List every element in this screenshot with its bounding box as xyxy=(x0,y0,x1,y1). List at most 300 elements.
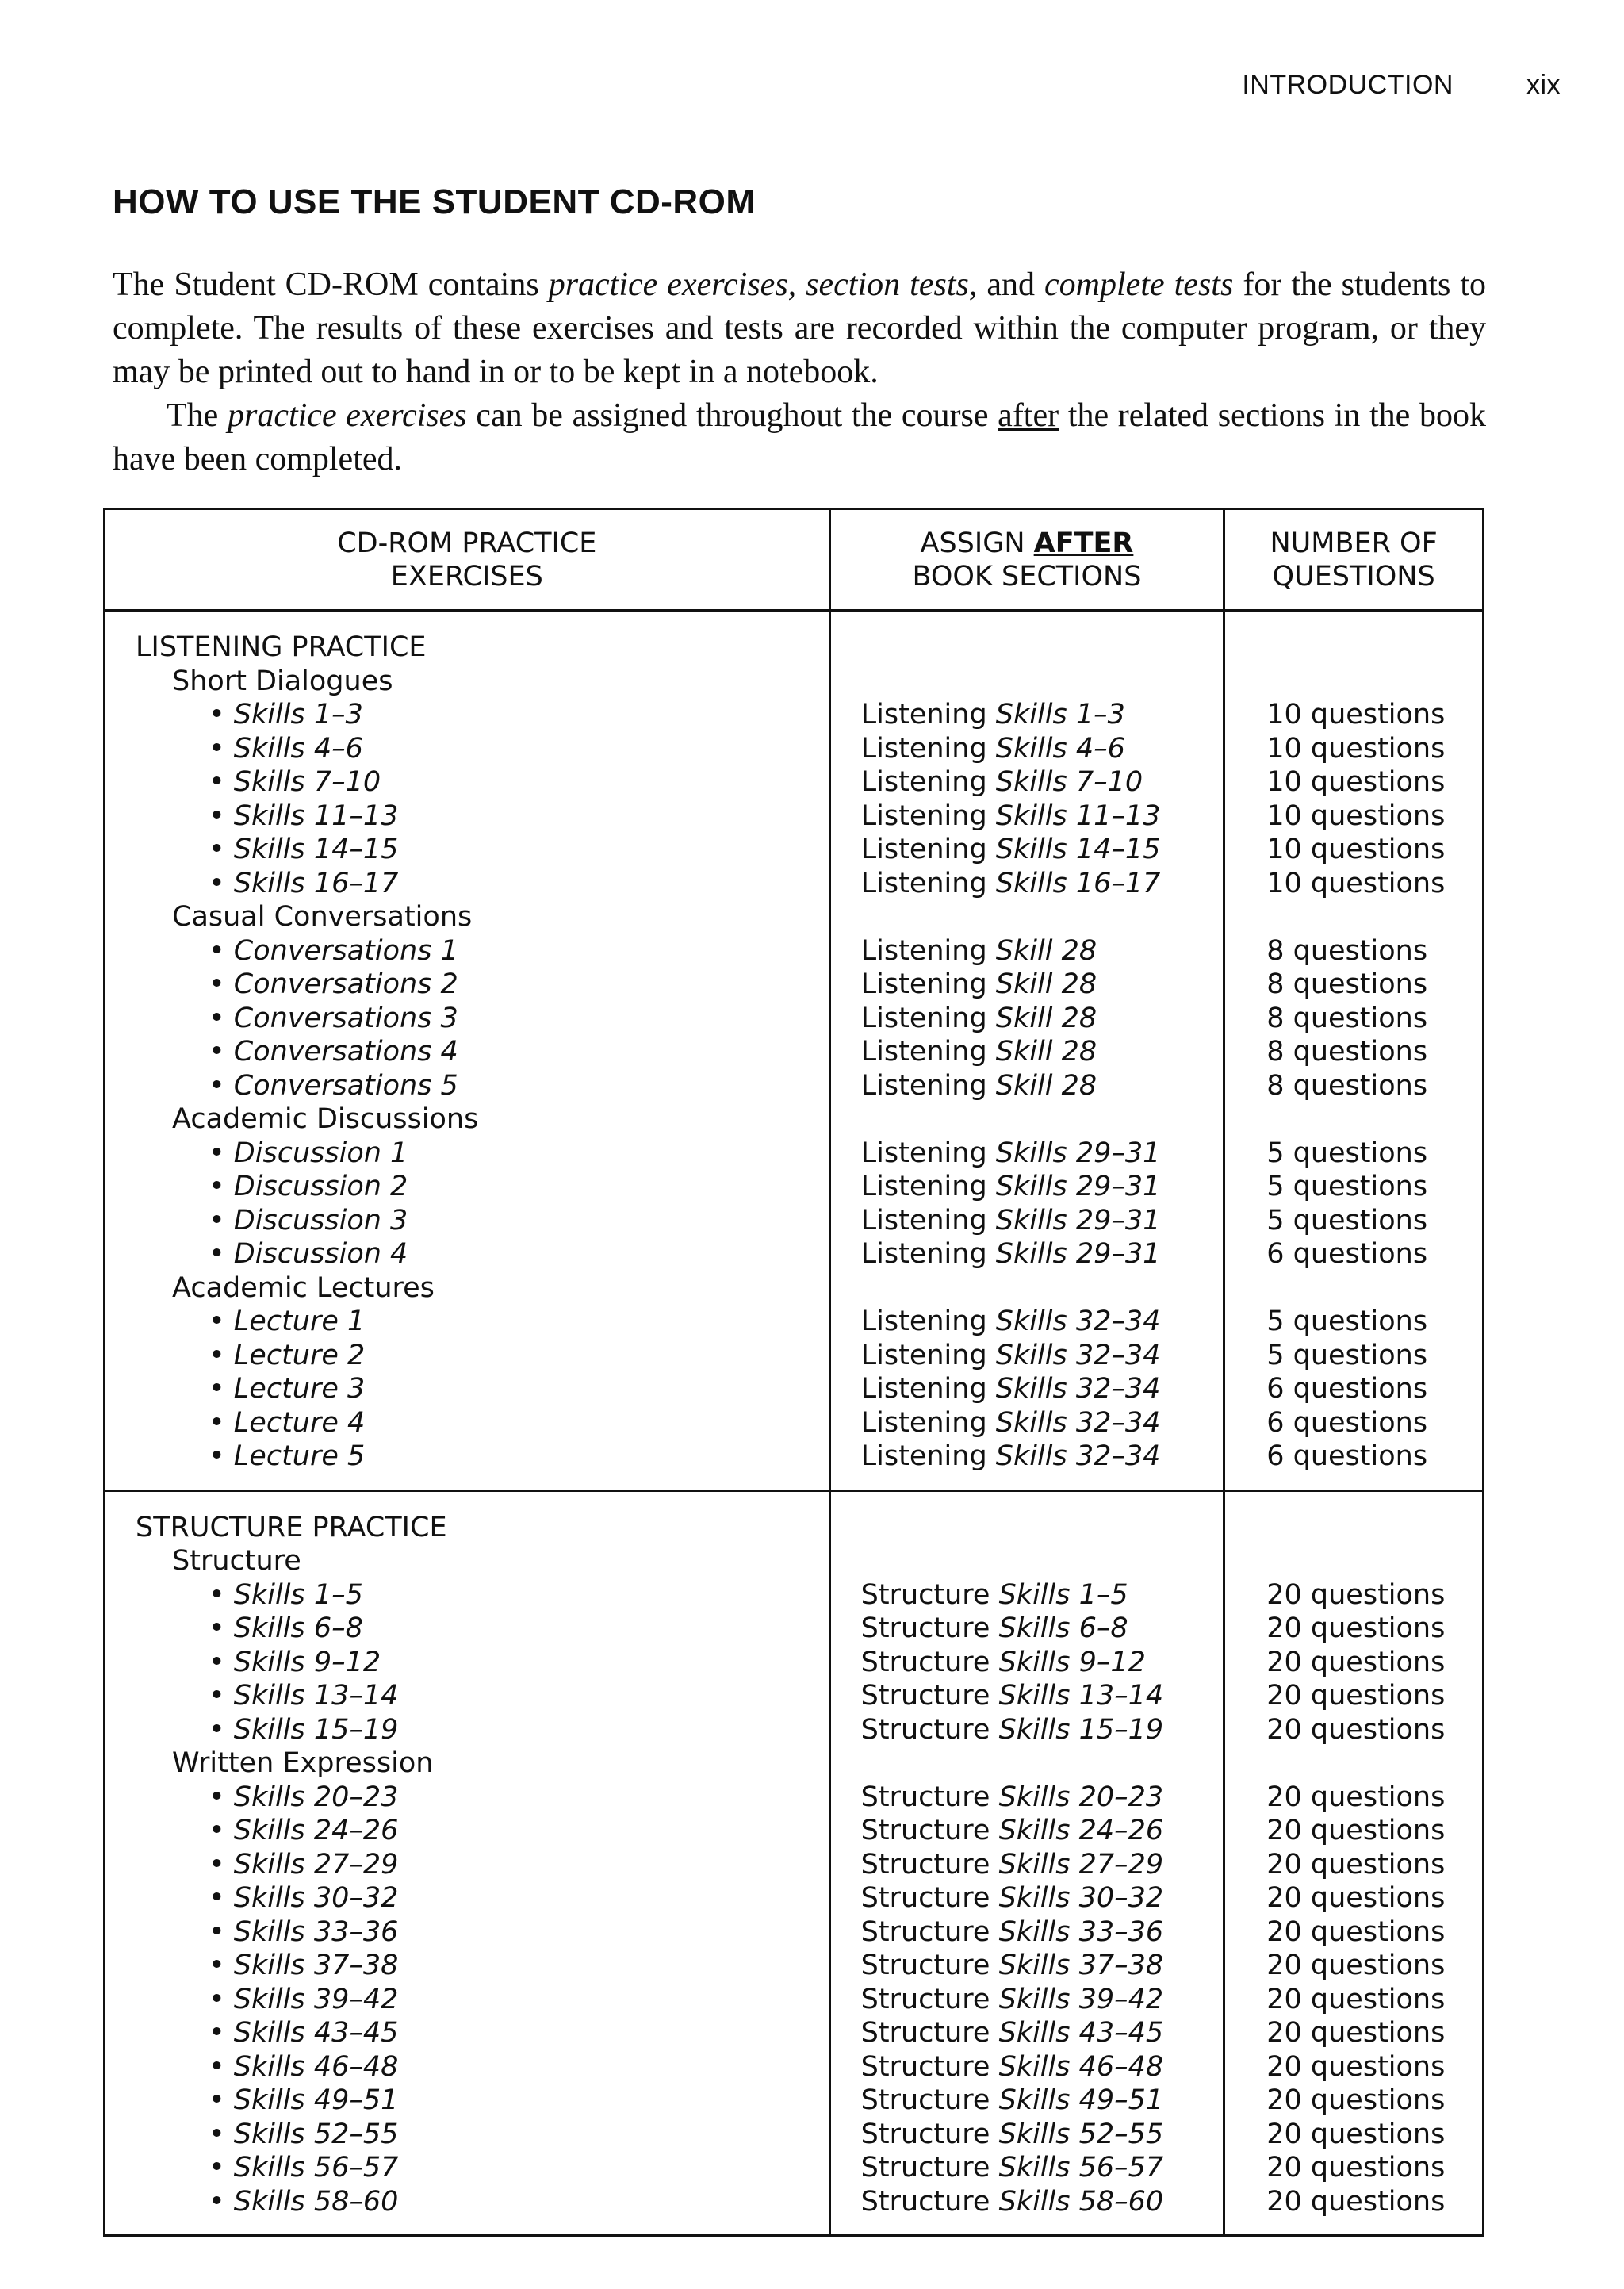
book-section-prefix: Listening xyxy=(860,1204,996,1237)
exercise-item-label: Lecture 1 xyxy=(233,1306,366,1337)
bullet-icon: • xyxy=(209,1578,225,1611)
book-section-skills: Skills 9–12 xyxy=(998,1646,1146,1678)
exercise-item xyxy=(105,1679,829,1713)
question-count: 20 questions xyxy=(1266,2118,1446,2150)
book-section xyxy=(831,1204,1224,1238)
exercise-item xyxy=(105,1069,829,1103)
question-count: 10 questions xyxy=(1266,799,1446,832)
book-section-prefix: Listening xyxy=(860,1171,996,1202)
practice-exercises-table xyxy=(103,508,1484,2237)
book-section xyxy=(831,1170,1224,1204)
exercise-item xyxy=(105,765,829,799)
bullet-icon: • xyxy=(209,1137,225,1169)
bullet-icon: • xyxy=(209,1815,225,1846)
question-count: 5 questions xyxy=(1266,1171,1428,1202)
book-section-prefix: Structure xyxy=(860,1815,999,1846)
book-section-skills: Skills 29–31 xyxy=(995,1137,1161,1169)
exercise-item-label: Skills 24–26 xyxy=(233,1815,399,1846)
exercise-item xyxy=(105,1002,829,1036)
exercise-item-label: Conversations 3 xyxy=(233,1002,458,1034)
bullet-icon: • xyxy=(209,1848,225,1881)
book-section xyxy=(831,2016,1224,2050)
book-section-prefix: Listening xyxy=(860,1036,996,1068)
question-count: 20 questions xyxy=(1266,1680,1446,1712)
book-section xyxy=(831,799,1224,834)
exercise-item-label: Discussion 3 xyxy=(233,1204,408,1237)
exercise-item-label: Conversations 5 xyxy=(233,1069,458,1102)
bullet-icon: • xyxy=(209,1406,225,1439)
subsection-title: Written Expression xyxy=(172,1747,434,1779)
bullet-icon: • xyxy=(209,1306,225,1337)
bullet-icon: • xyxy=(209,1983,225,2015)
book-section-prefix: Listening xyxy=(860,1137,996,1169)
book-section xyxy=(831,1237,1224,1271)
book-section-skills: Skills 29–31 xyxy=(995,1171,1161,1202)
question-count: 10 questions xyxy=(1266,867,1446,899)
bullet-icon: • xyxy=(209,1713,225,1746)
header-questions-line-1: NUMBER OF xyxy=(1270,527,1438,559)
question-count: 20 questions xyxy=(1266,2185,1446,2218)
exercise-item-label: Discussion 4 xyxy=(233,1238,408,1270)
exercise-item-label: Skills 30–32 xyxy=(233,1882,399,1914)
book-section-prefix: Structure xyxy=(860,2017,999,2049)
question-count: 8 questions xyxy=(1266,1002,1428,1034)
header-exercises xyxy=(105,509,830,611)
exercise-item xyxy=(105,1406,829,1440)
book-section xyxy=(831,1646,1224,1680)
exercise-item-label: Skills 56–57 xyxy=(233,2152,399,2184)
book-section-skills: Skill 28 xyxy=(995,1036,1097,1068)
question-count: 8 questions xyxy=(1266,934,1428,967)
question-count: 10 questions xyxy=(1266,732,1446,765)
question-count: 6 questions xyxy=(1266,1440,1428,1472)
intro-p1-emphasis-2: complete tests xyxy=(1044,266,1234,303)
book-section xyxy=(831,1137,1224,1171)
question-count: 10 questions xyxy=(1266,699,1446,730)
question-count: 20 questions xyxy=(1266,1950,1446,1981)
blank-line xyxy=(831,1746,1224,1781)
bullet-icon: • xyxy=(209,732,225,765)
blank-line xyxy=(1225,900,1482,934)
question-count: 20 questions xyxy=(1266,1848,1446,1881)
bullet-icon: • xyxy=(209,1915,225,1948)
bullet-icon: • xyxy=(209,1646,225,1678)
question-count: 20 questions xyxy=(1266,1646,1446,1678)
bullet-icon: • xyxy=(209,968,225,1000)
book-section-prefix: Structure xyxy=(860,1950,999,1981)
book-section-prefix: Listening xyxy=(860,699,996,730)
book-section xyxy=(831,1949,1224,1983)
structure-exercises-column xyxy=(105,1490,830,2236)
exercise-item xyxy=(105,1305,829,1339)
listening-group xyxy=(105,611,1484,1491)
bullet-icon: • xyxy=(209,1440,225,1472)
exercise-item-label: Skills 16–17 xyxy=(233,867,399,899)
question-count: 20 questions xyxy=(1266,2017,1446,2049)
question-count: 10 questions xyxy=(1266,834,1446,865)
exercise-item xyxy=(105,2016,829,2050)
book-section xyxy=(831,698,1224,732)
book-section-prefix: Structure xyxy=(860,2118,999,2150)
book-section xyxy=(831,867,1224,901)
exercise-item xyxy=(105,1781,829,1815)
bullet-icon: • xyxy=(209,699,225,730)
blank-line xyxy=(831,1511,1224,1545)
book-section-prefix: Structure xyxy=(860,1983,999,2015)
bullet-icon: • xyxy=(209,1882,225,1914)
question-count: 6 questions xyxy=(1266,1406,1428,1439)
book-section-prefix: Listening xyxy=(860,1373,996,1405)
bullet-icon: • xyxy=(209,2050,225,2083)
intro-p1-text-2: and xyxy=(977,266,1045,303)
exercise-item xyxy=(105,698,829,732)
book-section-skills: Skills 27–29 xyxy=(998,1848,1164,1881)
blank-line xyxy=(831,1102,1224,1137)
blank-line xyxy=(1225,665,1482,699)
exercise-item xyxy=(105,1578,829,1612)
structure-group xyxy=(105,1490,1484,2236)
exercise-item xyxy=(105,732,829,766)
book-section-prefix: Structure xyxy=(860,2050,999,2083)
subsection-title: Academic Discussions xyxy=(172,1103,479,1135)
exercise-item xyxy=(105,2151,829,2185)
bullet-icon: • xyxy=(209,1612,225,1644)
book-section-prefix: Listening xyxy=(860,1069,996,1102)
book-section-prefix: Structure xyxy=(860,2185,999,2218)
question-count: 20 questions xyxy=(1266,1713,1446,1746)
book-section-prefix: Structure xyxy=(860,1646,999,1678)
book-section xyxy=(831,1781,1224,1815)
book-section-prefix: Structure xyxy=(860,1882,999,1914)
book-section xyxy=(831,2185,1224,2219)
book-section-prefix: Listening xyxy=(860,867,996,899)
intro-p1-text-1: The Student CD-ROM contains xyxy=(113,266,549,303)
listening-exercises-column xyxy=(105,611,830,1491)
book-section-skills: Skills 32–34 xyxy=(995,1306,1161,1337)
exercise-item xyxy=(105,1137,829,1171)
bullet-icon: • xyxy=(209,1069,225,1102)
book-section xyxy=(831,1679,1224,1713)
bullet-icon: • xyxy=(209,867,225,899)
book-section-prefix: Structure xyxy=(860,2084,999,2116)
structure-practice-title: STRUCTURE PRACTICE xyxy=(136,1511,447,1543)
book-section-skills: Skills 14–15 xyxy=(995,834,1161,865)
exercise-item xyxy=(105,934,829,968)
book-section xyxy=(831,968,1224,1002)
bullet-icon: • xyxy=(209,799,225,832)
blank-line xyxy=(831,631,1224,665)
table-header-row xyxy=(105,509,1484,611)
intro-paragraph-1 xyxy=(113,263,1486,394)
exercise-item-label: Skills 58–60 xyxy=(233,2185,399,2218)
book-section-skills: Skills 37–38 xyxy=(998,1950,1164,1981)
bullet-icon: • xyxy=(209,2185,225,2218)
bullet-icon: • xyxy=(209,1339,225,1371)
book-section-skills: Skills 52–55 xyxy=(998,2118,1164,2150)
exercise-item xyxy=(105,799,829,834)
question-count: 20 questions xyxy=(1266,1882,1446,1914)
question-count: 5 questions xyxy=(1266,1137,1428,1169)
book-section xyxy=(831,732,1224,766)
question-count: 8 questions xyxy=(1266,1069,1428,1102)
blank-line xyxy=(831,900,1224,934)
intro-p2-emphasis-1: practice exercises xyxy=(227,397,467,434)
book-section-prefix: Listening xyxy=(860,1406,996,1439)
book-section xyxy=(831,2118,1224,2152)
header-number-of-questions xyxy=(1224,509,1484,611)
exercise-item-label: Skills 11–13 xyxy=(233,799,399,832)
book-section-prefix: Listening xyxy=(860,1002,996,1034)
book-section xyxy=(831,1578,1224,1612)
header-assign-text: ASSIGN xyxy=(920,527,1034,559)
subsection-title: Short Dialogues xyxy=(172,665,393,697)
book-section xyxy=(831,1002,1224,1036)
exercise-item xyxy=(105,1035,829,1069)
intro-text xyxy=(113,263,1486,481)
book-section-skills: Skills 4–6 xyxy=(995,732,1125,765)
exercise-item xyxy=(105,1881,829,1915)
exercise-item xyxy=(105,2084,829,2118)
book-section xyxy=(831,1881,1224,1915)
exercise-item-label: Conversations 1 xyxy=(233,934,458,967)
book-section xyxy=(831,1612,1224,1646)
book-section-prefix: Listening xyxy=(860,1440,996,1472)
exercise-item xyxy=(105,1814,829,1848)
bullet-icon: • xyxy=(209,2084,225,2116)
book-section-prefix: Listening xyxy=(860,799,996,832)
subsection-title: Academic Lectures xyxy=(172,1271,435,1304)
exercise-item-label: Skills 14–15 xyxy=(233,834,399,865)
book-section xyxy=(831,1915,1224,1950)
exercise-item-label: Skills 13–14 xyxy=(233,1680,399,1712)
question-count: 8 questions xyxy=(1266,1036,1428,1068)
book-section-skills: Skills 11–13 xyxy=(995,799,1161,832)
book-section-skills: Skills 24–26 xyxy=(998,1815,1164,1846)
book-section-prefix: Structure xyxy=(860,2152,999,2184)
book-section-skills: Skills 29–31 xyxy=(995,1238,1161,1270)
bullet-icon: • xyxy=(209,2118,225,2150)
book-section-skills: Skills 39–42 xyxy=(998,1983,1164,2015)
header-after-emphasis: AFTER xyxy=(1033,527,1134,559)
exercise-item xyxy=(105,1170,829,1204)
exercise-item xyxy=(105,1440,829,1474)
intro-p1-emphasis-1: practice exercises, section tests, xyxy=(548,266,978,303)
exercise-item xyxy=(105,2050,829,2084)
exercise-item xyxy=(105,1339,829,1373)
book-section-prefix: Structure xyxy=(860,1578,999,1611)
question-count: 10 questions xyxy=(1266,766,1446,798)
header-assign-line-2: BOOK SECTIONS xyxy=(912,560,1142,592)
intro-p2-text-2: can be assigned throughout the course xyxy=(466,397,998,434)
book-section-prefix: Listening xyxy=(860,1238,996,1270)
exercise-item-label: Skills 52–55 xyxy=(233,2118,399,2150)
exercise-item-label: Skills 37–38 xyxy=(233,1950,399,1981)
blank-line xyxy=(831,665,1224,699)
exercise-item xyxy=(105,1983,829,2017)
book-section-prefix: Listening xyxy=(860,1339,996,1371)
book-section xyxy=(831,765,1224,799)
book-section-skills: Skills 32–34 xyxy=(995,1373,1161,1405)
bullet-icon: • xyxy=(209,1036,225,1068)
bullet-icon: • xyxy=(209,934,225,967)
exercise-item-label: Skills 1–3 xyxy=(233,699,363,730)
question-count: 20 questions xyxy=(1266,1983,1446,2015)
exercise-item-label: Skills 39–42 xyxy=(233,1983,399,2015)
exercise-item-label: Skills 15–19 xyxy=(233,1713,399,1746)
book-section-prefix: Structure xyxy=(860,1612,999,1644)
book-section-skills: Skills 13–14 xyxy=(998,1680,1164,1712)
bullet-icon: • xyxy=(209,2152,225,2184)
question-count: 5 questions xyxy=(1266,1339,1428,1371)
question-count: 6 questions xyxy=(1266,1238,1428,1270)
book-section-skills: Skills 32–34 xyxy=(995,1406,1161,1439)
bullet-icon: • xyxy=(209,1002,225,1034)
book-section xyxy=(831,1035,1224,1069)
book-section xyxy=(831,1814,1224,1848)
book-section xyxy=(831,2050,1224,2084)
exercise-item-label: Skills 6–8 xyxy=(233,1612,363,1644)
book-section-prefix: Structure xyxy=(860,1848,999,1881)
exercise-item xyxy=(105,867,829,901)
book-section-prefix: Listening xyxy=(860,834,996,865)
book-section-skills: Skills 32–34 xyxy=(995,1440,1161,1472)
book-section-prefix: Structure xyxy=(860,1915,999,1948)
intro-p1-text-3: for the students to complete. The results of these exercises and tests are recorded within the computer program, or they may be printed out to hand in or to be kept in a notebook. xyxy=(113,266,1486,390)
bullet-icon: • xyxy=(209,766,225,798)
book-section-skills: Skills 1–5 xyxy=(998,1578,1128,1611)
book-section-skills: Skills 15–19 xyxy=(998,1713,1164,1746)
listening-sections-column xyxy=(829,611,1224,1491)
bullet-icon: • xyxy=(209,1171,225,1202)
header-exercises-line-2: EXERCISES xyxy=(390,560,543,592)
book-section-skills: Skills 33–36 xyxy=(998,1915,1164,1948)
question-count: 20 questions xyxy=(1266,2084,1446,2116)
bullet-icon: • xyxy=(209,2017,225,2049)
exercise-item-label: Skills 49–51 xyxy=(233,2084,399,2116)
bullet-icon: • xyxy=(209,1950,225,1981)
structure-questions-column xyxy=(1224,1490,1484,2236)
blank-line xyxy=(831,1271,1224,1306)
exercise-item xyxy=(105,1915,829,1950)
book-section-prefix: Structure xyxy=(860,1781,999,1813)
book-section xyxy=(831,1406,1224,1440)
book-section-skills: Skills 20–23 xyxy=(998,1781,1164,1813)
book-section-skills: Skills 43–45 xyxy=(998,2017,1164,2049)
book-section xyxy=(831,1440,1224,1474)
book-section xyxy=(831,1372,1224,1406)
book-section-skills: Skill 28 xyxy=(995,1002,1097,1034)
running-head-section: INTRODUCTION xyxy=(1242,70,1454,100)
book-section-prefix: Listening xyxy=(860,766,996,798)
question-count: 20 questions xyxy=(1266,1781,1446,1813)
exercise-item-label: Lecture 5 xyxy=(233,1440,366,1472)
bullet-icon: • xyxy=(209,1680,225,1712)
question-count: 20 questions xyxy=(1266,2152,1446,2184)
exercise-item xyxy=(105,1713,829,1747)
book-section xyxy=(831,1339,1224,1373)
section-heading: HOW TO USE THE STUDENT CD-ROM xyxy=(113,182,756,221)
listening-questions-column xyxy=(1224,611,1484,1491)
blank-line xyxy=(1225,1544,1482,1578)
exercise-item-label: Conversations 4 xyxy=(233,1036,458,1068)
book-section xyxy=(831,934,1224,968)
exercise-item xyxy=(105,833,829,867)
bullet-icon: • xyxy=(209,834,225,865)
book-section-skills: Skills 56–57 xyxy=(998,2152,1164,2184)
book-section-prefix: Structure xyxy=(860,1680,999,1712)
exercise-item-label: Lecture 3 xyxy=(233,1373,366,1405)
intro-p2-text-3: the related sections in the book have been completed. xyxy=(113,397,1487,477)
book-section xyxy=(831,1069,1224,1103)
exercise-item xyxy=(105,1949,829,1983)
book-section xyxy=(831,1713,1224,1747)
book-section-skills: Skill 28 xyxy=(995,934,1097,967)
blank-line xyxy=(831,1544,1224,1578)
book-section xyxy=(831,2151,1224,2185)
exercise-item-label: Skills 1–5 xyxy=(233,1578,363,1611)
exercise-item-label: Skills 43–45 xyxy=(233,2017,399,2049)
question-count: 20 questions xyxy=(1266,1578,1446,1611)
intro-paragraph-2 xyxy=(113,394,1486,481)
book-section-prefix: Listening xyxy=(860,934,996,967)
book-section-skills: Skills 16–17 xyxy=(995,867,1161,899)
book-section-prefix: Listening xyxy=(860,968,996,1000)
bullet-icon: • xyxy=(209,1204,225,1237)
book-section-skills: Skills 32–34 xyxy=(995,1339,1161,1371)
bullet-icon: • xyxy=(209,1781,225,1813)
book-section xyxy=(831,1848,1224,1882)
exercise-item xyxy=(105,1848,829,1882)
exercise-item-label: Skills 9–12 xyxy=(233,1646,381,1678)
book-section-skills: Skills 30–32 xyxy=(998,1882,1164,1914)
book-section-prefix: Structure xyxy=(860,1713,999,1746)
book-section-skills: Skill 28 xyxy=(995,968,1097,1000)
intro-p2-text-1: The xyxy=(167,397,228,434)
question-count: 6 questions xyxy=(1266,1373,1428,1405)
exercise-item-label: Lecture 2 xyxy=(233,1339,366,1371)
book-section-skills: Skills 7–10 xyxy=(995,766,1143,798)
exercise-item-label: Discussion 2 xyxy=(233,1171,408,1202)
exercise-item xyxy=(105,1646,829,1680)
book-section-skills: Skills 29–31 xyxy=(995,1204,1161,1237)
book-section-skills: Skills 49–51 xyxy=(998,2084,1164,2116)
exercise-item-label: Conversations 2 xyxy=(233,968,458,1000)
blank-line xyxy=(1225,631,1482,665)
blank-line xyxy=(1225,1102,1482,1137)
exercise-item-label: Skills 46–48 xyxy=(233,2050,399,2083)
book-section-skills: Skill 28 xyxy=(995,1069,1097,1102)
book-section xyxy=(831,2084,1224,2118)
book-section xyxy=(831,1305,1224,1339)
exercise-item xyxy=(105,1372,829,1406)
book-section-skills: Skills 1–3 xyxy=(995,699,1125,730)
header-assign-after xyxy=(829,509,1224,611)
exercise-item-label: Skills 33–36 xyxy=(233,1915,399,1948)
exercise-item xyxy=(105,1612,829,1646)
book-section-prefix: Listening xyxy=(860,732,996,765)
listening-practice-title: LISTENING PRACTICE xyxy=(136,631,427,663)
exercise-item-label: Lecture 4 xyxy=(233,1406,366,1439)
running-head xyxy=(0,70,1561,105)
blank-line xyxy=(1225,1271,1482,1306)
question-count: 5 questions xyxy=(1266,1204,1428,1237)
question-count: 20 questions xyxy=(1266,2050,1446,2083)
bullet-icon: • xyxy=(209,1373,225,1405)
question-count: 20 questions xyxy=(1266,1915,1446,1948)
page-number: xix xyxy=(1526,70,1561,100)
header-exercises-line-1: CD-ROM PRACTICE xyxy=(337,527,597,559)
exercise-item-label: Discussion 1 xyxy=(233,1137,408,1169)
